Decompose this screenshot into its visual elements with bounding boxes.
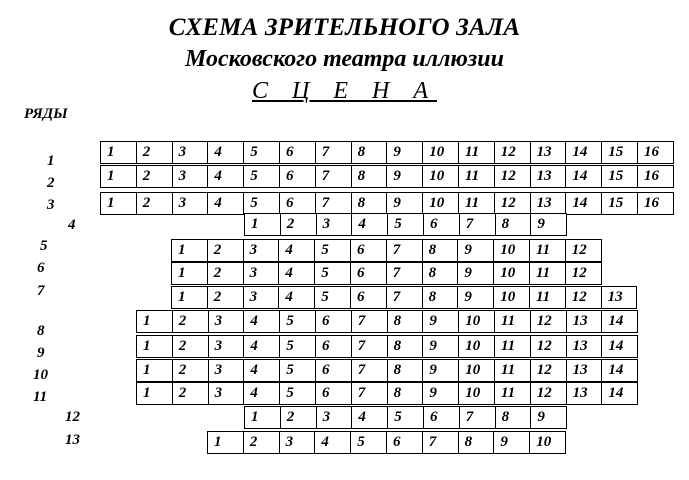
seat-cell[interactable]: 11 — [529, 262, 566, 285]
seat-cell[interactable]: 8 — [351, 165, 388, 188]
seat-cell[interactable]: 3 — [208, 359, 245, 382]
seat-cell[interactable]: 16 — [637, 165, 674, 188]
row-label: 6 — [37, 260, 45, 276]
seat-cell[interactable]: 2 — [172, 335, 209, 358]
seat-cell[interactable]: 2 — [172, 382, 209, 405]
seat-cell[interactable]: 3 — [279, 431, 316, 454]
seat-cell[interactable]: 2 — [136, 141, 173, 164]
seat-cell[interactable]: 1 — [244, 213, 281, 236]
seat-cell[interactable]: 5 — [279, 335, 316, 358]
seat-cell[interactable]: 12 — [565, 286, 602, 309]
seat-cell[interactable]: 9 — [386, 192, 423, 215]
seat-cell[interactable]: 7 — [459, 406, 496, 429]
seat-cell[interactable]: 13 — [530, 192, 567, 215]
seat-cell[interactable]: 2 — [280, 213, 317, 236]
seat-cell[interactable]: 1 — [207, 431, 244, 454]
seat-cell[interactable]: 12 — [565, 239, 602, 262]
row-label: 8 — [37, 323, 45, 339]
seat-cell[interactable]: 4 — [243, 310, 280, 333]
row-label: 1 — [47, 153, 55, 169]
seat-cell[interactable]: 4 — [243, 335, 280, 358]
seat-cell[interactable]: 2 — [280, 406, 317, 429]
seat-cell[interactable]: 11 — [458, 165, 495, 188]
seat-cell[interactable]: 12 — [530, 359, 567, 382]
seat-cell[interactable]: 13 — [566, 359, 603, 382]
seat-cell[interactable]: 15 — [601, 165, 638, 188]
rows-heading: РЯДЫ — [24, 106, 68, 122]
hall-scheme-title: СХЕМА ЗРИТЕЛЬНОГО ЗАЛА — [168, 14, 521, 41]
row-label: 9 — [37, 345, 45, 361]
seat-cell[interactable]: 4 — [314, 431, 351, 454]
seat-cell[interactable]: 2 — [207, 262, 244, 285]
seat-cell[interactable]: 2 — [136, 165, 173, 188]
seat-cell[interactable]: 8 — [351, 141, 388, 164]
seat-cell[interactable]: 8 — [387, 310, 424, 333]
row-label: 12 — [65, 409, 80, 425]
seat-cell[interactable]: 3 — [316, 406, 353, 429]
seat-cell[interactable]: 1 — [100, 192, 137, 215]
seat-cell[interactable]: 1 — [100, 141, 137, 164]
seat-cell[interactable]: 11 — [494, 359, 531, 382]
seat-cell[interactable]: 4 — [278, 286, 315, 309]
seat-cell[interactable]: 9 — [386, 165, 423, 188]
seat-cell[interactable]: 5 — [243, 141, 280, 164]
seat-cell[interactable]: 9 — [422, 310, 459, 333]
seat-cell[interactable]: 6 — [315, 359, 352, 382]
seat-cell[interactable]: 14 — [601, 359, 638, 382]
seat-cell[interactable]: 4 — [243, 359, 280, 382]
seat-cell[interactable]: 5 — [279, 382, 316, 405]
seat-cell[interactable]: 7 — [422, 431, 459, 454]
seat-cell[interactable]: 6 — [350, 239, 387, 262]
seat-cell[interactable]: 9 — [457, 286, 494, 309]
seat-cell[interactable]: 12 — [530, 310, 567, 333]
seat-cell[interactable]: 14 — [601, 335, 638, 358]
seat-cell[interactable]: 11 — [494, 335, 531, 358]
seat-cell[interactable]: 3 — [172, 165, 209, 188]
seat-cell[interactable]: 10 — [422, 165, 459, 188]
seat-cell[interactable]: 12 — [494, 141, 531, 164]
seat-cell[interactable]: 5 — [279, 310, 316, 333]
seat-cell[interactable]: 4 — [243, 382, 280, 405]
seat-cell[interactable]: 10 — [529, 431, 566, 454]
seat-cell[interactable]: 10 — [493, 262, 530, 285]
seat-cell[interactable]: 7 — [351, 310, 388, 333]
seat-cell[interactable]: 6 — [423, 213, 460, 236]
seat-cell[interactable]: 6 — [315, 382, 352, 405]
seat-cell[interactable]: 8 — [387, 359, 424, 382]
seat-cell[interactable]: 7 — [351, 359, 388, 382]
row-label: 13 — [65, 432, 80, 448]
seat-cell[interactable]: 11 — [458, 141, 495, 164]
seat-cell[interactable]: 10 — [493, 239, 530, 262]
seat-cell[interactable]: 11 — [494, 310, 531, 333]
seat-cell[interactable]: 6 — [315, 310, 352, 333]
seat-cell[interactable]: 15 — [601, 192, 638, 215]
seat-cell[interactable]: 5 — [387, 406, 424, 429]
seat-cell[interactable]: 3 — [316, 213, 353, 236]
row-label: 3 — [47, 197, 55, 213]
seat-cell[interactable]: 6 — [279, 192, 316, 215]
seat-cell[interactable]: 9 — [530, 213, 567, 236]
seat-cell[interactable]: 4 — [207, 165, 244, 188]
seat-cell[interactable]: 5 — [243, 192, 280, 215]
seat-cell[interactable]: 8 — [351, 192, 388, 215]
seat-cell[interactable]: 10 — [458, 335, 495, 358]
seat-cell[interactable]: 8 — [495, 406, 532, 429]
seat-cell[interactable]: 8 — [387, 335, 424, 358]
seat-cell[interactable]: 10 — [422, 141, 459, 164]
seat-cell[interactable]: 9 — [422, 335, 459, 358]
seat-cell[interactable]: 2 — [172, 310, 209, 333]
seat-cell[interactable]: 6 — [350, 262, 387, 285]
seat-cell[interactable]: 10 — [422, 192, 459, 215]
seat-cell[interactable]: 16 — [637, 192, 674, 215]
seat-cell[interactable]: 15 — [601, 141, 638, 164]
seat-cell[interactable]: 7 — [351, 382, 388, 405]
seat-cell[interactable]: 2 — [172, 359, 209, 382]
seat-cell[interactable]: 2 — [243, 431, 280, 454]
seat-cell[interactable]: 2 — [207, 239, 244, 262]
seat-cell[interactable]: 4 — [351, 406, 388, 429]
row-label: 5 — [40, 238, 48, 254]
seat-cell[interactable]: 5 — [243, 165, 280, 188]
seat-cell[interactable]: 11 — [458, 192, 495, 215]
seat-cell[interactable]: 1 — [100, 165, 137, 188]
seat-cell[interactable]: 4 — [207, 192, 244, 215]
seat-cell[interactable]: 7 — [351, 335, 388, 358]
seat-cell[interactable]: 13 — [530, 141, 567, 164]
seat-cell[interactable]: 14 — [601, 382, 638, 405]
seat-cell[interactable]: 10 — [493, 286, 530, 309]
seat-cell[interactable]: 9 — [493, 431, 530, 454]
seat-cell[interactable]: 10 — [458, 359, 495, 382]
seat-cell[interactable]: 5 — [314, 286, 351, 309]
seat-cell[interactable]: 1 — [171, 262, 208, 285]
seat-cell[interactable]: 12 — [494, 165, 531, 188]
seat-cell[interactable]: 14 — [565, 165, 602, 188]
row-label: 10 — [33, 367, 48, 383]
seat-cell[interactable]: 3 — [243, 239, 280, 262]
seat-cell[interactable]: 14 — [565, 192, 602, 215]
seat-cell[interactable]: 3 — [208, 335, 245, 358]
seat-cell[interactable]: 4 — [351, 213, 388, 236]
seat-cell[interactable]: 2 — [136, 192, 173, 215]
seat-cell[interactable]: 11 — [529, 286, 566, 309]
seat-cell[interactable]: 9 — [457, 239, 494, 262]
seat-cell[interactable]: 5 — [314, 239, 351, 262]
seat-cell[interactable]: 16 — [637, 141, 674, 164]
seat-cell[interactable]: 8 — [495, 213, 532, 236]
seat-cell[interactable]: 9 — [386, 141, 423, 164]
seat-cell[interactable]: 7 — [315, 165, 352, 188]
seat-cell[interactable]: 12 — [494, 192, 531, 215]
seat-cell[interactable]: 11 — [494, 382, 531, 405]
seat-cell[interactable]: 3 — [172, 192, 209, 215]
seat-cell[interactable]: 13 — [566, 335, 603, 358]
theatre-name: Московского театра иллюзии — [185, 46, 504, 72]
seat-cell[interactable]: 7 — [386, 286, 423, 309]
seat-cell[interactable]: 7 — [386, 262, 423, 285]
row-label: 7 — [37, 283, 45, 299]
seat-cell[interactable]: 12 — [530, 335, 567, 358]
seat-cell[interactable]: 3 — [243, 262, 280, 285]
seat-cell[interactable]: 9 — [422, 382, 459, 405]
row-label: 4 — [68, 217, 76, 233]
seat-cell[interactable]: 6 — [423, 406, 460, 429]
seat-cell[interactable]: 1 — [171, 286, 208, 309]
seat-cell[interactable]: 3 — [243, 286, 280, 309]
seat-cell[interactable]: 1 — [244, 406, 281, 429]
seat-cell[interactable]: 6 — [315, 335, 352, 358]
seat-cell[interactable]: 7 — [459, 213, 496, 236]
seat-cell[interactable]: 6 — [386, 431, 423, 454]
seat-cell[interactable]: 5 — [350, 431, 387, 454]
seat-cell[interactable]: 13 — [566, 382, 603, 405]
seat-cell[interactable]: 5 — [387, 213, 424, 236]
seat-cell[interactable]: 8 — [422, 262, 459, 285]
seat-cell[interactable]: 10 — [458, 310, 495, 333]
seat-cell[interactable]: 4 — [278, 239, 315, 262]
seat-cell[interactable]: 1 — [136, 382, 173, 405]
seat-cell[interactable]: 8 — [422, 286, 459, 309]
seat-cell[interactable]: 14 — [565, 141, 602, 164]
seat-cell[interactable]: 13 — [601, 286, 638, 309]
seat-cell[interactable]: 9 — [530, 406, 567, 429]
seat-cell[interactable]: 5 — [279, 359, 316, 382]
seat-cell[interactable]: 1 — [171, 239, 208, 262]
row-label: 2 — [47, 175, 55, 191]
seat-cell[interactable]: 3 — [172, 141, 209, 164]
seat-cell[interactable]: 4 — [207, 141, 244, 164]
seat-cell[interactable]: 1 — [136, 310, 173, 333]
seat-cell[interactable]: 9 — [457, 262, 494, 285]
seat-cell[interactable]: 11 — [529, 239, 566, 262]
seat-cell[interactable]: 14 — [601, 310, 638, 333]
seat-cell[interactable]: 8 — [458, 431, 495, 454]
row-label: 11 — [33, 389, 48, 405]
seat-cell[interactable]: 4 — [278, 262, 315, 285]
seat-cell[interactable]: 8 — [422, 239, 459, 262]
seat-cell[interactable]: 5 — [314, 262, 351, 285]
seat-cell[interactable]: 6 — [279, 141, 316, 164]
seat-cell[interactable]: 10 — [458, 382, 495, 405]
seat-cell[interactable]: 13 — [530, 165, 567, 188]
seat-cell[interactable]: 12 — [530, 382, 567, 405]
seat-cell[interactable]: 6 — [350, 286, 387, 309]
seat-cell[interactable]: 7 — [386, 239, 423, 262]
seat-cell[interactable]: 7 — [315, 192, 352, 215]
seat-cell[interactable]: 1 — [136, 359, 173, 382]
seat-cell[interactable]: 2 — [207, 286, 244, 309]
seat-cell[interactable]: 6 — [279, 165, 316, 188]
seat-cell[interactable]: 13 — [566, 310, 603, 333]
seat-cell[interactable]: 8 — [387, 382, 424, 405]
seat-cell[interactable]: 9 — [422, 359, 459, 382]
seat-cell[interactable]: 12 — [565, 262, 602, 285]
stage-label: С Ц Е Н А — [252, 78, 437, 104]
seat-cell[interactable]: 3 — [208, 310, 245, 333]
seat-cell[interactable]: 3 — [208, 382, 245, 405]
seat-cell[interactable]: 7 — [315, 141, 352, 164]
seat-cell[interactable]: 1 — [136, 335, 173, 358]
